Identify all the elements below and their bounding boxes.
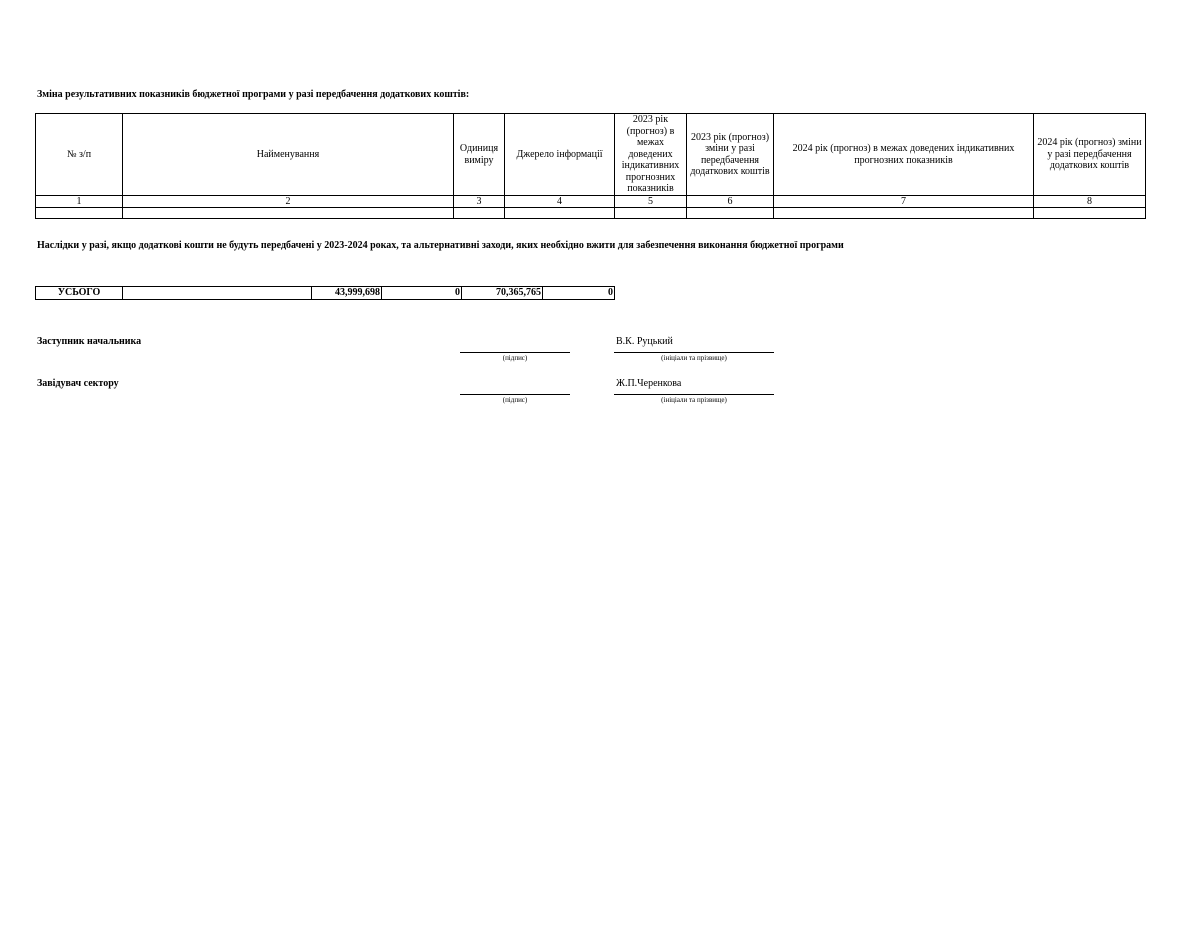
- col-header-number: № з/п: [36, 114, 123, 196]
- col-number: 3: [454, 196, 505, 208]
- col-number: 7: [774, 196, 1034, 208]
- total-value-2024-changes[interactable]: 0: [543, 287, 615, 300]
- total-label: УСЬОГО: [36, 287, 123, 300]
- col-number: 1: [36, 196, 123, 208]
- col-header-name: Найменування: [123, 114, 454, 196]
- signature-caption: (підпис): [502, 396, 528, 404]
- table-cell[interactable]: [774, 208, 1034, 219]
- name-line: [614, 351, 774, 353]
- signatory-name-deputy: В.К. Руцький: [616, 336, 673, 347]
- table-cell[interactable]: [505, 208, 615, 219]
- total-row: [36, 287, 615, 300]
- total-value-2023-changes[interactable]: 0: [382, 287, 462, 300]
- table-cell[interactable]: [123, 208, 454, 219]
- table-cell[interactable]: [454, 208, 505, 219]
- name-caption: (ініціали та прізвище): [661, 354, 727, 362]
- signatory-name-head-of-sector: Ж.П.Черенкова: [616, 378, 682, 389]
- col-number: 2: [123, 196, 454, 208]
- signature-role-head-of-sector: Завідувач сектору: [37, 378, 119, 389]
- section-title-indicators: Зміна результативних показників бюджетної програми у разі передбачення додаткових коштів:: [37, 89, 470, 100]
- total-name-cell[interactable]: [123, 287, 312, 300]
- table-cell[interactable]: [687, 208, 774, 219]
- col-header-2023-within: 2023 рік (прогноз) в межах доведених індикативних прогнозних показників: [615, 114, 687, 196]
- table-cell[interactable]: [1034, 208, 1146, 219]
- signature-role-deputy: Заступник начальника: [37, 336, 142, 347]
- col-number: 6: [687, 196, 774, 208]
- col-header-unit: Одиниця виміру: [454, 114, 505, 196]
- col-header-2023-changes: 2023 рік (прогноз) зміни у разі передбачення додаткових коштів: [687, 114, 774, 196]
- name-line: [614, 393, 774, 395]
- signature-line: [460, 393, 570, 395]
- signature-line: [460, 351, 570, 353]
- table-cell[interactable]: [615, 208, 687, 219]
- total-value-2024-within[interactable]: 70,365,765: [462, 287, 543, 300]
- col-number: 4: [505, 196, 615, 208]
- indicators-table: [35, 113, 1142, 223]
- signature-caption: (підпис): [502, 354, 528, 362]
- total-value-2023-within[interactable]: 43,999,698: [312, 287, 382, 300]
- total-table: [35, 286, 615, 300]
- table-cell[interactable]: [36, 208, 123, 219]
- col-header-2024-within: 2024 рік (прогноз) в межах доведених індикативних прогнозних показників: [774, 114, 1034, 196]
- name-caption: (ініціали та прізвище): [661, 396, 727, 404]
- table-row: [36, 208, 1146, 219]
- table-header-row: [36, 114, 1146, 196]
- table-number-row: [36, 196, 1146, 208]
- col-number: 5: [615, 196, 687, 208]
- col-number: 8: [1034, 196, 1146, 208]
- col-header-2024-changes: 2024 рік (прогноз) зміни у разі передбачення додаткових коштів: [1034, 114, 1146, 196]
- section-title-consequences: Наслідки у разі, якщо додаткові кошти не будуть передбачені у 2023-2024 роках, та альтернативні заходи, яких необхідно вжити для забезпечення виконання бюджетної програми: [37, 240, 844, 251]
- col-header-source: Джерело інформації: [505, 114, 615, 196]
